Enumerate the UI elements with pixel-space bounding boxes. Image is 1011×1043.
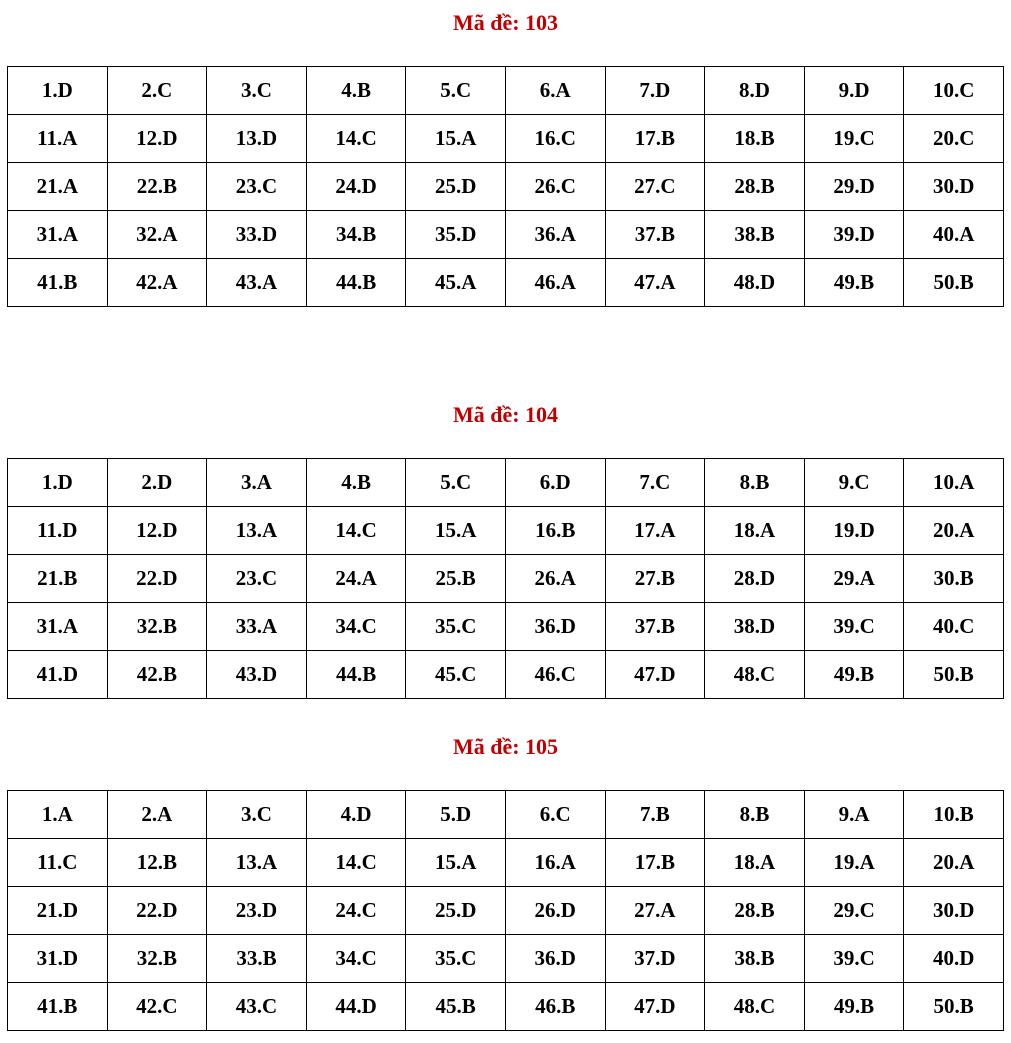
answer-cell: 21.A — [8, 163, 108, 211]
answer-cell: 14.C — [306, 507, 406, 555]
answer-cell: 46.A — [505, 259, 605, 307]
answer-cell: 36.D — [505, 603, 605, 651]
answer-cell: 24.A — [306, 555, 406, 603]
answer-cell: 36.D — [505, 935, 605, 983]
answer-cell: 9.C — [804, 459, 904, 507]
answer-cell: 25.B — [406, 555, 506, 603]
answer-cell: 42.B — [107, 651, 207, 699]
answer-cell: 5.D — [406, 791, 506, 839]
answer-cell: 33.D — [207, 211, 307, 259]
answer-cell: 45.A — [406, 259, 506, 307]
answer-cell: 40.D — [904, 935, 1004, 983]
answer-cell: 20.A — [904, 839, 1004, 887]
answer-cell: 22.D — [107, 887, 207, 935]
answer-cell: 48.C — [705, 983, 805, 1031]
answer-cell: 18.A — [705, 839, 805, 887]
answer-cell: 7.C — [605, 459, 705, 507]
answer-cell: 34.C — [306, 603, 406, 651]
answer-cell: 36.A — [505, 211, 605, 259]
answer-cell: 28.B — [705, 887, 805, 935]
answer-cell: 26.A — [505, 555, 605, 603]
answer-cell: 40.C — [904, 603, 1004, 651]
answer-cell: 32.A — [107, 211, 207, 259]
answer-cell: 23.C — [207, 163, 307, 211]
answer-cell: 18.A — [705, 507, 805, 555]
answer-cell: 49.B — [804, 983, 904, 1031]
answer-cell: 48.D — [705, 259, 805, 307]
answer-cell: 13.A — [207, 507, 307, 555]
answer-cell: 44.B — [306, 651, 406, 699]
answer-cell: 42.C — [107, 983, 207, 1031]
answer-cell: 44.B — [306, 259, 406, 307]
answer-cell: 9.D — [804, 67, 904, 115]
answer-cell: 34.C — [306, 935, 406, 983]
answer-cell: 19.A — [804, 839, 904, 887]
answer-cell: 24.D — [306, 163, 406, 211]
answer-cell: 49.B — [804, 259, 904, 307]
answer-cell: 31.D — [8, 935, 108, 983]
answer-cell: 2.A — [107, 791, 207, 839]
answer-cell: 28.B — [705, 163, 805, 211]
exam-code-title: Mã đề: 103 — [452, 10, 559, 35]
answer-cell: 4.B — [306, 459, 406, 507]
answer-cell: 1.A — [8, 791, 108, 839]
answer-cell: 1.D — [8, 67, 108, 115]
answer-cell: 8.D — [705, 67, 805, 115]
answer-cell: 6.D — [505, 459, 605, 507]
exam-code-title: Mã đề: 104 — [452, 402, 559, 427]
answer-cell: 30.B — [904, 555, 1004, 603]
answer-cell: 26.D — [505, 887, 605, 935]
answer-cell: 17.B — [605, 839, 705, 887]
answer-cell: 47.A — [605, 259, 705, 307]
answer-cell: 10.B — [904, 791, 1004, 839]
answer-cell: 39.C — [804, 935, 904, 983]
answer-cell: 10.C — [904, 67, 1004, 115]
answer-cell: 46.C — [505, 651, 605, 699]
answer-cell: 33.B — [207, 935, 307, 983]
answer-cell: 21.D — [8, 887, 108, 935]
answer-cell: 23.C — [207, 555, 307, 603]
answer-cell: 37.B — [605, 603, 705, 651]
answer-cell: 11.D — [8, 507, 108, 555]
answer-cell: 38.D — [705, 603, 805, 651]
answer-cell: 12.D — [107, 507, 207, 555]
answer-cell: 47.D — [605, 651, 705, 699]
answer-cell: 42.A — [107, 259, 207, 307]
answer-cell: 15.A — [406, 839, 506, 887]
answer-cell: 37.B — [605, 211, 705, 259]
answer-cell: 27.C — [605, 163, 705, 211]
answer-cell: 6.C — [505, 791, 605, 839]
answer-cell: 31.A — [8, 211, 108, 259]
answer-cell: 41.D — [8, 651, 108, 699]
answer-cell: 30.D — [904, 163, 1004, 211]
answer-cell: 32.B — [107, 935, 207, 983]
answer-cell: 2.C — [107, 67, 207, 115]
answer-cell: 18.B — [705, 115, 805, 163]
answer-cell: 34.B — [306, 211, 406, 259]
answer-cell: 14.C — [306, 839, 406, 887]
answer-cell: 19.C — [804, 115, 904, 163]
answer-cell: 25.D — [406, 163, 506, 211]
answer-cell: 2.D — [107, 459, 207, 507]
table-row — [8, 507, 1004, 555]
table-row — [8, 839, 1004, 887]
table-row — [8, 163, 1004, 211]
answer-cell: 45.C — [406, 651, 506, 699]
answer-cell: 39.C — [804, 603, 904, 651]
answer-cell: 9.A — [804, 791, 904, 839]
answer-cell: 16.B — [505, 507, 605, 555]
answer-cell: 7.D — [605, 67, 705, 115]
table-row — [8, 459, 1004, 507]
answer-cell: 26.C — [505, 163, 605, 211]
answer-cell: 44.D — [306, 983, 406, 1031]
answer-cell: 20.C — [904, 115, 1004, 163]
answer-cell: 20.A — [904, 507, 1004, 555]
answer-cell: 43.C — [207, 983, 307, 1031]
answer-cell: 5.C — [406, 459, 506, 507]
answer-cell: 46.B — [505, 983, 605, 1031]
answer-cell: 15.A — [406, 507, 506, 555]
answer-cell: 41.B — [8, 259, 108, 307]
answer-cell: 19.D — [804, 507, 904, 555]
answer-cell: 48.C — [705, 651, 805, 699]
answer-cell: 45.B — [406, 983, 506, 1031]
answer-cell: 17.B — [605, 115, 705, 163]
answer-cell: 35.C — [406, 935, 506, 983]
table-row — [8, 887, 1004, 935]
answer-cell: 43.A — [207, 259, 307, 307]
answer-cell: 35.D — [406, 211, 506, 259]
answer-cell: 15.A — [406, 115, 506, 163]
answer-cell: 49.B — [804, 651, 904, 699]
answer-cell: 25.D — [406, 887, 506, 935]
answer-key-table — [7, 66, 1004, 307]
table-row — [8, 67, 1004, 115]
answer-cell: 4.D — [306, 791, 406, 839]
table-row — [8, 983, 1004, 1031]
answer-cell: 29.D — [804, 163, 904, 211]
answer-cell: 27.A — [605, 887, 705, 935]
answer-cell: 14.C — [306, 115, 406, 163]
answer-cell: 3.C — [207, 67, 307, 115]
answer-cell: 5.C — [406, 67, 506, 115]
answer-cell: 30.D — [904, 887, 1004, 935]
table-row — [8, 603, 1004, 651]
answer-cell: 50.B — [904, 651, 1004, 699]
answer-cell: 8.B — [705, 791, 805, 839]
answer-cell: 4.B — [306, 67, 406, 115]
answer-cell: 13.A — [207, 839, 307, 887]
answer-cell: 11.A — [8, 115, 108, 163]
table-row — [8, 935, 1004, 983]
table-row — [8, 555, 1004, 603]
answer-cell: 13.D — [207, 115, 307, 163]
answer-cell: 11.C — [8, 839, 108, 887]
answer-cell: 32.B — [107, 603, 207, 651]
answer-cell: 3.C — [207, 791, 307, 839]
answer-key-table — [7, 790, 1004, 1031]
answer-cell: 1.D — [8, 459, 108, 507]
answer-key-table — [7, 458, 1004, 699]
answer-cell: 7.B — [605, 791, 705, 839]
answer-cell: 41.B — [8, 983, 108, 1031]
table-row — [8, 115, 1004, 163]
answer-cell: 6.A — [505, 67, 605, 115]
answer-cell: 10.A — [904, 459, 1004, 507]
answer-cell: 33.A — [207, 603, 307, 651]
answer-cell: 22.D — [107, 555, 207, 603]
answer-cell: 35.C — [406, 603, 506, 651]
answer-cell: 47.D — [605, 983, 705, 1031]
answer-cell: 31.A — [8, 603, 108, 651]
table-row — [8, 791, 1004, 839]
table-row — [8, 211, 1004, 259]
answer-cell: 38.B — [705, 935, 805, 983]
answer-cell: 22.B — [107, 163, 207, 211]
answer-cell: 16.A — [505, 839, 605, 887]
answer-cell: 12.B — [107, 839, 207, 887]
answer-cell: 8.B — [705, 459, 805, 507]
answer-cell: 39.D — [804, 211, 904, 259]
answer-cell: 40.A — [904, 211, 1004, 259]
answer-cell: 29.A — [804, 555, 904, 603]
answer-cell: 29.C — [804, 887, 904, 935]
answer-cell: 17.A — [605, 507, 705, 555]
table-row — [8, 651, 1004, 699]
table-row — [8, 259, 1004, 307]
answer-cell: 16.C — [505, 115, 605, 163]
answer-cell: 38.B — [705, 211, 805, 259]
exam-code-title: Mã đề: 105 — [452, 734, 559, 759]
answer-cell: 24.C — [306, 887, 406, 935]
answer-cell: 3.A — [207, 459, 307, 507]
answer-cell: 43.D — [207, 651, 307, 699]
answer-cell: 50.B — [904, 983, 1004, 1031]
answer-cell: 27.B — [605, 555, 705, 603]
answer-cell: 12.D — [107, 115, 207, 163]
answer-cell: 37.D — [605, 935, 705, 983]
answer-cell: 21.B — [8, 555, 108, 603]
answer-cell: 50.B — [904, 259, 1004, 307]
answer-cell: 23.D — [207, 887, 307, 935]
answer-cell: 28.D — [705, 555, 805, 603]
